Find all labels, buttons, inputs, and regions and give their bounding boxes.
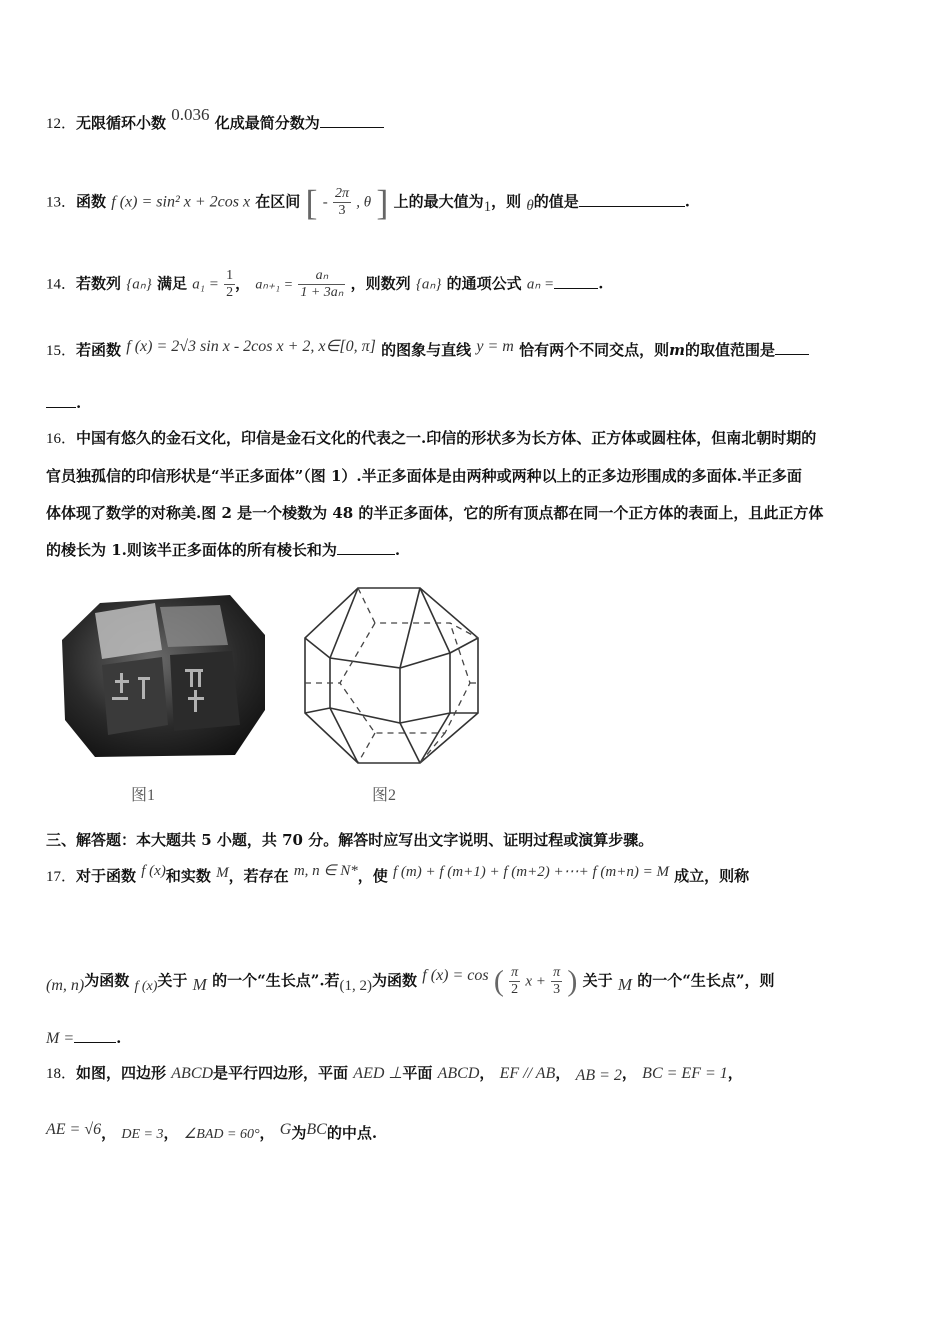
interval-end: , θ	[356, 194, 372, 211]
answer-blank[interactable]	[579, 192, 685, 207]
answer-blank[interactable]	[775, 340, 809, 355]
function-symbol: f (x)	[134, 978, 158, 994]
question-number: 17．	[46, 869, 77, 885]
period: .	[598, 274, 604, 293]
question-text: 上的最大值为	[393, 192, 484, 211]
question-text: 关于	[582, 971, 613, 990]
comma: ，	[235, 274, 251, 293]
question-text: 若数列	[76, 274, 122, 293]
edge-front-square	[330, 658, 400, 723]
AE-length: AE = √6	[46, 1121, 102, 1138]
q16-line-1	[46, 420, 906, 458]
question-text: 的一个“生长点”，则	[637, 971, 775, 990]
question-text: 满足	[156, 274, 187, 293]
edge	[420, 588, 450, 653]
fraction-pi-over-3	[551, 965, 562, 998]
point: (1, 2)	[339, 977, 373, 994]
question-number: 16．	[46, 431, 77, 447]
bracket-right: ]	[376, 182, 389, 223]
segment-BC: BC	[306, 1121, 327, 1138]
comma: ，	[727, 1064, 743, 1082]
fraction	[333, 186, 351, 219]
parallel-EF-AB: EF // AB	[499, 1065, 556, 1082]
answer-blank[interactable]	[554, 274, 598, 289]
question-text: ，若存在	[228, 867, 289, 885]
section-3-header: 三、解答题：本大题共 5 小题，共 70 分。解答时应写出文字说明、证明过程或演算步骤。	[46, 831, 654, 849]
polyhedron-figure-2	[300, 583, 485, 768]
seal-face-top	[95, 603, 162, 659]
figure-1-caption: 图1	[131, 787, 156, 804]
sequence-symbol: {aₙ}	[126, 276, 152, 293]
question-text: 的棱长为 1.则该半正多面体的所有棱长和为	[46, 541, 337, 559]
question-text: 函数	[76, 192, 107, 211]
q16-line-3: 体体现了数学的对称美.图 2 是一个棱数为 48 的半正多面体，它的所有顶点都在同一个正方体的表面上，且此正方体	[46, 504, 824, 522]
quadrilateral-ABCD: ABCD	[171, 1065, 214, 1082]
q16-line-4	[46, 532, 906, 569]
edge-right-square	[400, 653, 450, 723]
question-text: 的值是	[533, 192, 579, 211]
denominator: 3	[338, 203, 346, 218]
function-formula: f (x) = 2√3 sin x - 2cos x + 2, x∈[0, π]	[126, 338, 376, 355]
seal-face-front	[102, 657, 168, 735]
hidden-edge	[358, 733, 375, 763]
theta-symbol: θ	[526, 197, 534, 214]
question-text: ，则	[491, 192, 522, 211]
question-text: 的中点.	[326, 1124, 378, 1142]
question-17-line-2	[46, 965, 775, 998]
plane-AED: AED ⊥	[353, 1065, 403, 1082]
M-equals: M =	[46, 1030, 75, 1047]
seal-face-right	[170, 651, 240, 731]
answer-blank[interactable]	[74, 1028, 116, 1043]
denominator: 2	[511, 982, 519, 997]
question-15-continuation	[46, 393, 81, 413]
seal-face-top-right	[160, 605, 228, 647]
question-text: 成立，则称	[674, 867, 750, 885]
question-number: 18．	[46, 1066, 77, 1082]
function-formula: f (x) = sin² x + 2cos x	[111, 193, 251, 211]
question-text: ，使	[357, 867, 388, 885]
sequence-symbol: {aₙ}	[415, 276, 442, 293]
question-text: 的取值范围是	[684, 341, 775, 359]
question-text: 的通项公式	[446, 274, 522, 293]
repeating-decimal: 0.036	[171, 105, 210, 124]
numerator: π	[553, 965, 561, 980]
question-number: 13．	[46, 194, 77, 211]
question-text: 若函数	[76, 341, 122, 359]
cosine-function: f (x) = cos	[422, 966, 489, 984]
question-text: 和实数	[165, 867, 211, 885]
period: .	[76, 394, 82, 412]
variable-m: m	[669, 341, 685, 359]
question-text: 中国有悠久的金石文化，印信是金石文化的代表之一.印信的形状多为长方体、正方体或圆柱体，但南北朝时期的	[76, 429, 817, 447]
DE-length: DE = 3	[121, 1127, 164, 1142]
question-text: 的一个“生长点”.若	[212, 971, 340, 990]
question-text: 是平行四边形，平面	[213, 1064, 349, 1082]
comma: ，	[479, 1064, 495, 1082]
question-text: 恰有两个不同交点，则	[519, 341, 670, 359]
figure-2-caption: 图2	[372, 787, 397, 804]
minus-sign: -	[322, 194, 328, 211]
denominator: 1 + 3aₙ	[300, 285, 344, 300]
question-text: 为函数	[372, 971, 418, 990]
question-18	[46, 1063, 743, 1084]
initial-term: a₁ =	[192, 276, 219, 293]
paren-left: (	[493, 964, 504, 998]
period: .	[394, 541, 401, 559]
question-13	[46, 182, 690, 223]
question-text: 为函数	[84, 971, 130, 990]
period: .	[684, 192, 690, 211]
period: .	[116, 1029, 122, 1047]
polyhedron-solid-edges	[305, 588, 478, 763]
recurrence-lhs: aₙ₊₁ =	[255, 277, 294, 293]
question-12	[46, 105, 384, 134]
question-number: 14．	[46, 276, 77, 293]
denominator: 3	[553, 982, 561, 997]
edge	[450, 638, 478, 653]
question-14	[46, 268, 603, 301]
edge	[330, 708, 358, 763]
question-text: 为	[291, 1124, 307, 1142]
edge	[420, 713, 450, 763]
edge	[400, 588, 420, 668]
comma: ，	[101, 1124, 117, 1142]
edge	[330, 588, 358, 658]
real-number-M: M	[617, 974, 633, 994]
hidden-edge	[420, 733, 445, 763]
question-number: 12．	[46, 116, 77, 132]
question-text: 如图，四边形	[76, 1064, 167, 1082]
sum-equation: f (m) + f (m+1) + f (m+2) +⋯+ f (m+n) = M	[393, 864, 669, 880]
seal-photo-figure-1	[60, 585, 270, 765]
natural-numbers: m, n ∈ N*	[293, 863, 358, 879]
max-value: 1	[483, 198, 492, 215]
edge-left	[305, 638, 330, 713]
point-G: G	[279, 1121, 292, 1138]
plane-ABCD: ABCD	[437, 1065, 480, 1082]
angle-BAD: ∠BAD = 60°	[183, 1127, 260, 1142]
paren-right: )	[567, 964, 578, 998]
numerator: 1	[226, 268, 234, 283]
question-17-line-3	[46, 1028, 121, 1049]
numerator: aₙ	[298, 268, 345, 285]
real-number-M: M	[216, 865, 229, 881]
numerator: π	[511, 965, 519, 980]
real-number-M: M	[192, 974, 207, 994]
interval	[305, 182, 389, 223]
denominator: 2	[226, 285, 234, 300]
q16-line-2: 官员独孤信的印信形状是“半正多面体”（图 1）.半正多面体是由两种或两种以上的正多边形围成的多面体.半正多面	[46, 467, 802, 485]
recurrence-fraction	[298, 268, 345, 301]
comma: ，	[555, 1064, 571, 1082]
edge	[400, 723, 420, 763]
AB-length: AB = 2	[575, 1067, 622, 1084]
fraction-one-half	[224, 268, 235, 301]
answer-blank[interactable]	[320, 113, 384, 128]
question-text: 化成最简分数为	[214, 114, 320, 132]
question-text: 在区间	[255, 192, 301, 211]
question-16	[46, 420, 906, 569]
question-text: 关于	[157, 971, 188, 990]
question-18-line-2	[46, 1123, 377, 1145]
question-text: 平面	[402, 1064, 433, 1082]
question-text: 对于函数	[76, 867, 137, 885]
line-equation: y = m	[476, 338, 514, 355]
function-symbol: f (x)	[141, 863, 166, 879]
comma: ，	[163, 1124, 179, 1142]
comma: ，	[621, 1064, 637, 1082]
question-text: ，则数列	[350, 274, 411, 293]
question-text: 的图象与直线	[381, 341, 472, 359]
comma: ，	[259, 1124, 275, 1142]
fraction-pi-over-2	[509, 965, 520, 998]
growth-point-pair: (m, n)	[46, 976, 85, 994]
x-plus: x +	[525, 973, 546, 990]
question-17	[46, 863, 750, 887]
BC-EF-length: BC = EF = 1	[642, 1065, 728, 1082]
outline	[305, 588, 478, 763]
bracket-left: [	[305, 182, 318, 223]
question-text: 无限循环小数	[76, 114, 167, 132]
numerator: 2π	[335, 186, 350, 201]
answer-blank-continued[interactable]	[46, 393, 76, 408]
question-number: 15．	[46, 343, 77, 359]
answer-blank[interactable]	[337, 540, 395, 555]
question-15	[46, 340, 809, 361]
general-term: aₙ =	[526, 276, 555, 293]
